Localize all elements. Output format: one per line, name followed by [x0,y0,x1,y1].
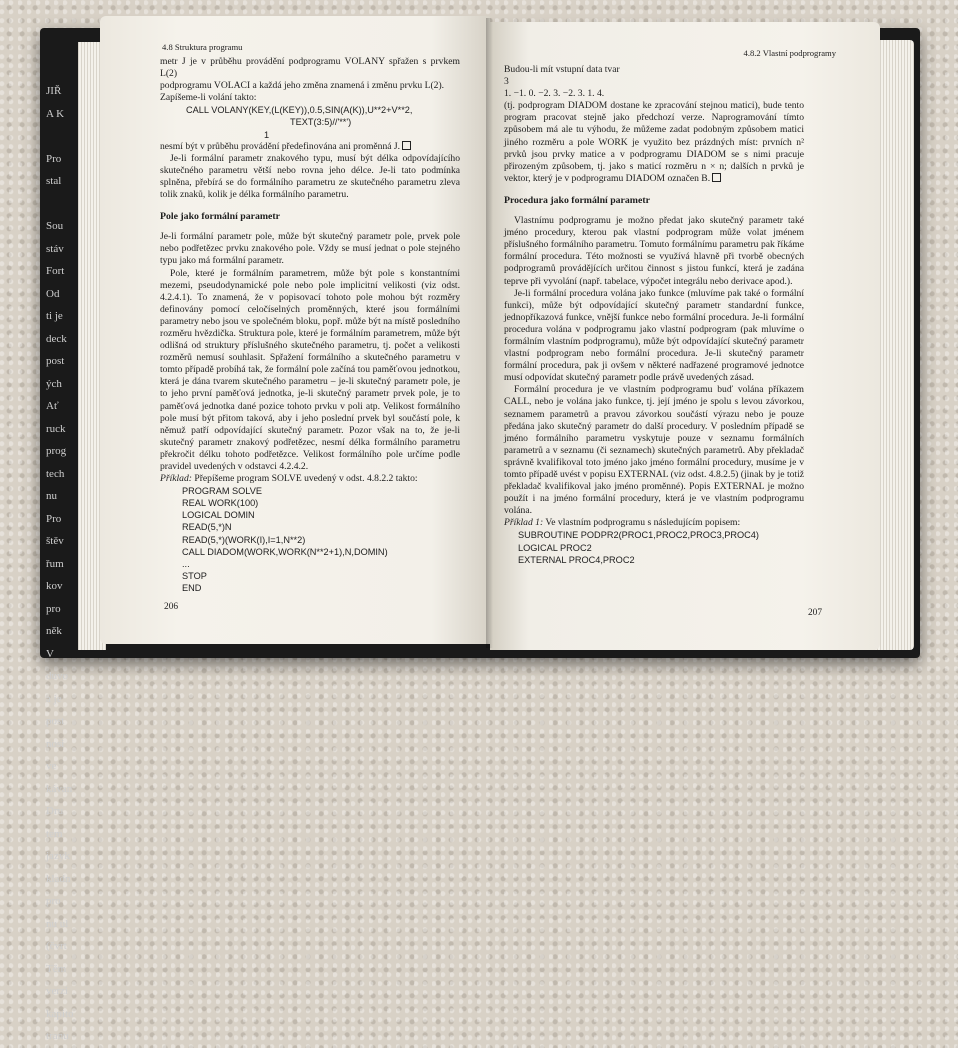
paragraph: Formální procedura je ve vlastním podprogramu buď volána příkazem CALL, nebo je volána jako funkce, tj. její jméno je spolu s levou závorkou, seznamem parametrů a pravou závorkou součástí výrazu nebo je pouze předána jako skutečný parametr do další procedury. V posledním případě se jméno formálního parametru vyskytuje pouze v seznamu formálních parametrů a v seznamu (či seznamech) skutečných parametrů. Aby překladač správně kvalifikoval toto jméno jako jméno formální procedury, musíme je v tomto případě uvést v popisu EXTERNAL (viz odst. 4.8.2.5) (jinak by je totiž překladač kvalifikoval jako jméno proměnné). Popis EXTERNAL je možno použít i na jméno formální procedury, která je ve vlastním podprogramu volána. [504,384,804,517]
cover-text-fragment: něk [46,625,62,637]
cover-text-fragment: V [46,647,54,660]
code-line: REAL WORK(100) [182,498,259,509]
cover-text-fragment: A K [46,107,65,120]
cover-text-fragment: duvo [46,670,68,682]
end-square-icon [402,141,411,150]
cover-text-fragment: jazyk [46,850,70,862]
code-line: CALL VOLANY(KEY,(L(KEY)),0.5,SIN(A(K)),U**2+V**2, [186,105,413,116]
code-line: CALL DIADOM(WORK,WORK(N**2+1),N,DOMIN) [182,546,388,557]
cover-text-fragment: Sou [46,220,64,232]
end-square-icon [712,173,721,182]
intro-line: podprogramu VOLACI a každá jeho změna znamená i změnu prvku L(2). [160,80,445,92]
section-heading: Pole jako formální parametr [160,211,280,223]
right-page [490,22,880,650]
cover-text-fragment: Pro [46,152,62,165]
code-line: LOGICAL DOMIN [182,510,255,521]
cover-text-fragment: pro [46,602,61,615]
cover-text-fragment: nu [46,490,57,502]
data-line: 3 [504,76,509,88]
example-text: Ve vlastním podprogramu s následujícím popisem: [545,517,741,529]
code-line: LOGICAL PROC2 [518,542,592,553]
paragraph [160,141,460,153]
example-intro [160,473,460,485]
code-line: TEXT(3:5)//'**') [290,117,352,128]
intro-line: Budou-li mít vstupní data tvar [504,64,620,75]
paragraph: Pole, které je formálním parametrem, může být pole s konstantními mezemi, pseudodynamické pole nebo pole implicitní velikosti (viz odst. 4.2.4.1). To znamená, že v popisovací tohoto pole mohou být rozměry definovány pomocí celočíselných proměnných, které jsou formálními parametry nebo jsou ve společném bloku, popř. může být na místě posledního rozměru hvězdička. Struktura pole, které je formálním parametrem, může být odlišná od struktury příslušného skutečného parametru, tj. počet a velikosti rozměrů nemusí souhlasit. Spřažení formálního a skutečného parametru v tomto případě probíhá tak, že formální pole začíná tou paměťovou jednotkou, která je dána tvarem skutečného parametru – je-li skutečný parametr pole, je to jeho první paměťová jednotka, je-li skutečný parametr prvek pole, je to paměťová jednotka dané pozice tohoto prvku v poli atp. Velikost formálního pole musí být přitom taková, aby i jeho poslední prvek byl součástí pole, k němuž patří odpovídající skutečný parametr. Pozor však na to, že je-li skutečný parametr znakový podřetězec, nesmí délka formálního parametru překročit délku tohoto podřetězce. Velikost formálního pole určíme podle pravidel uvedených v odstavci 4.2.4.2. [160,267,460,472]
code-line: SUBROUTINE PODPR2(PROC1,PROC2,PROC3,PROC4) [518,530,759,541]
cover-text-fragment: kov [46,580,63,592]
cover-text-fragment: (čvrt [46,940,67,952]
cover-text-fragment: ve [46,760,57,772]
code-line: END [182,582,202,593]
cover-text-fragment: tranu [46,1030,69,1042]
cover-text-fragment: Pro [46,512,62,525]
code-line: STOP [182,570,207,581]
cover-text-fragment: štěv [46,535,64,547]
cover-text-fragment: Dru [46,805,64,817]
code-line: PROGRAM SOLVE [182,486,262,497]
paragraph-text: (tj. podprogram DIADOM dostane ke zpracování stejnou matici), bude tento program pracovat stejně jako předchozí verze. Naprogramování tímto způsobem má ale tu výhodu, že můžeme zadat podobným způsobem matici jiného rozměru a pole WORK je využito bez prázdných míst: prvních n² prvků jsou prvky matice a v podprogramu DIADOM se s nimi pracuje přirozeným způsobem, tj. jako s maticí rozměru n × n; dalších n prvků je vektor, který je v podprogramu DIADOM označen B. [504,100,804,184]
cover-text-fragment: řum [46,557,64,570]
running-head-left: 4.8 Struktura programu [162,42,243,52]
example-label: Příklad: [160,473,192,485]
left-text-column [160,56,460,594]
code-block [160,485,460,594]
cover-text-fragment: kladn [46,872,71,885]
cover-text-fragment: pro [46,895,61,907]
cover-text-fragment: Od [46,287,60,300]
cover-text-fragment: prog [46,445,67,457]
cover-text-fragment: ých [46,377,62,390]
cover-text-fragment: post [46,715,65,727]
paragraph-text: nesmí být v průběhu provádění předefinována ani proměnná J. [160,140,401,152]
paragraph: Je-li formální parametr znakového typu, musí být délka odpovídajícího skutečného parametru větší nebo rovna jeho délce. Je-li tato podmínka splněna, přebírá se do formálního parametru ze skutečného parametru zleva tolik znaků, kolik je délka formálního parametru. [160,152,460,201]
example-label: Příklad 1: [504,517,544,529]
data-line: 1. −1. 0. −2. 3. −2. 3. 1. 4. [504,88,605,100]
cover-text-fragment: Těm [46,962,67,975]
cover-text-fragment: tech [46,467,65,480]
cover-text-fragment: post [46,355,65,367]
code-line: EXTERNAL PROC4,PROC2 [518,554,635,565]
cover-text-fragment: kapito [46,1007,74,1020]
cover-text-fragment: stal [46,175,62,187]
cover-text-fragment: Ať [46,400,59,412]
left-page [100,16,490,644]
page-number-right: 207 [807,608,822,618]
code-line: READ(5,*)N [182,522,232,533]
cover-text-fragment: nosi [46,737,65,750]
page-number-left: 206 [164,602,179,612]
cover-text-fragment: deck [46,332,67,345]
paragraph: Je-li formální parametr pole, může být skutečný parametr pole, prvek pole nebo podřetězec prvku znakového pole. Vždy se musí jednat o pole stejného typu jako má formální parametr. [160,231,460,267]
cover-text-fragment: verzi [46,985,68,997]
intro-line: metr J je v průběhu provádění podprogramu VOLANY spřažen s prvkem L(2) [160,56,460,80]
paragraph [504,100,804,185]
code-line: READ(5,*)(WORK(I),I=1,N**2) [182,534,306,545]
section-heading: Procedura jako formální parametr [504,194,650,206]
cover-text-fragment: ti je [46,310,63,322]
code-block [504,529,804,565]
cover-text-fragment: Fort [46,265,65,277]
cover-text-fragment: JIŘ [46,85,62,97]
book-gutter [486,18,496,648]
paragraph: Vlastnímu podprogramu je možno předat jako skutečný parametr také jméno procedury, kterou pak vlastní podprogram může volat jménem příslušného formálního parametru. Tomuto formálnímu parametru pak říkáme formální procedura. Této možnosti se využívá hlavně při tvorbě obecných podprogramů provádějících určitou činnost s jistou funkcí, která je zadána teprve při vyvolání (např. tabelace, výpočet integrálu nebo derivace apod.). [504,215,804,287]
cover-text-fragment: stáv [46,242,64,255]
example-text: Přepíšeme program SOLVE uvedený v odst. 4.8.2.2 takto: [194,473,418,485]
cover-text-fragment: ruck [46,422,66,435]
cover-text-fragment: nu ul [46,917,69,930]
cover-text-fragment: tem [46,827,63,840]
cover-text-fragment: a je [46,692,62,705]
paragraph: Je-li formální procedura volána jako funkce (mluvíme pak také o formální funkci), může být odpovídající skutečný parametr standardní funkce, jednopříkazová funkce, vnější funkce nebo formální procedura. Je-li formální procedura volána v podprogramu jako vlastní podprogram (pak mluvíme o formálním vlastním podprogramu), může být odpovídající skutečný parametr vlastní podprogram nebo formální procedura. Je-li skutečný parametr formální procedura, pak ji ovšem v některé nadřazené programové jednotce musí odpovídat skutečný parametr podle právě uvedených zásad. [504,287,804,384]
right-text-column [504,64,804,566]
call-number: 1 [264,129,270,140]
cover-text-fragment: kávan [46,782,73,795]
example-intro [504,517,804,529]
intro-line: Zapíšeme-li volání takto: [160,92,257,104]
code-line: ... [182,558,190,569]
running-head-right: 4.8.2 Vlastní podprogramy [743,48,836,58]
